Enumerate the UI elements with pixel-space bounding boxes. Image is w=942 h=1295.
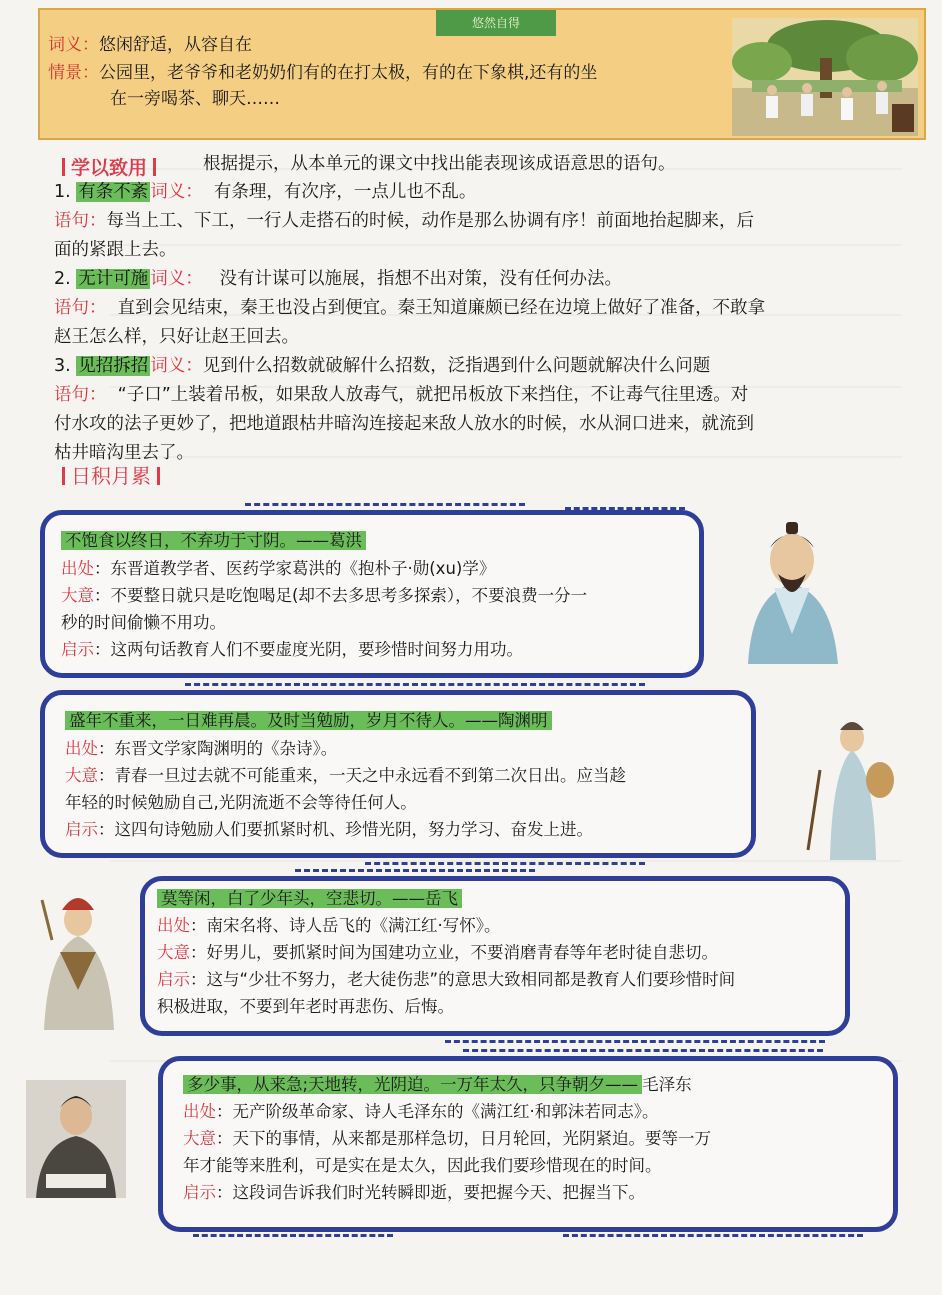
scene-text-1: 公园里，老爷爷和老奶奶们有的在打太极，有的在下象棋,还有的坐 — [99, 63, 598, 83]
card-4-insight: ：这段词告诉我们时光转瞬即逝，要把握今天、把握当下。 — [216, 1183, 645, 1202]
card-2-source-label: 出处 — [65, 739, 98, 758]
card-3-insight-line — [157, 966, 735, 993]
yue-fei-figure — [26, 880, 132, 1030]
card-2-insight-line — [65, 816, 593, 843]
park-taichi-illustration — [732, 18, 918, 136]
item-3-num: 3. — [54, 356, 71, 376]
card-1-source: ：东晋道教学者、医药学家葛洪的《抱朴子·勋(xu)学》 — [94, 559, 496, 578]
card-2-quote: 盛年不重来，一日难再晨。及时当勉励，岁月不待人。——陶渊明 — [65, 711, 552, 730]
card-3-insight-2: 积极进取，不要到年老时再悲伤、后悔。 — [157, 997, 454, 1016]
section-title-xueyi: 学以致用 — [71, 157, 148, 179]
card-1-insight-label: 启示 — [61, 640, 94, 659]
card-1-insight: ：这两句话教育人们不要虚度光阴，要珍惜时间努力用功。 — [94, 640, 523, 659]
card-1-meaning-2: 秒的时间偷懒不用功。 — [61, 613, 226, 632]
item-2-sentence-1: 直到会见结束，秦王也没占到便宜。秦王知道廉颇已经在边境上做好了准备，不敢拿 — [117, 298, 766, 318]
item-2-meaning-label: 词义： — [150, 269, 203, 289]
xueyi-intro: 根据提示，从本单元的课文中找出能表现该成语意思的语句。 — [203, 154, 676, 174]
quote-card-2 — [40, 690, 756, 858]
card-4-insight-line — [183, 1179, 645, 1206]
card-4-source: ：无产阶级革命家、诗人毛泽东的《满江红·和郭沫若同志》。 — [216, 1102, 659, 1121]
card-3-meaning-line — [157, 939, 718, 966]
item-3-sentence-3: 枯井暗沟里去了。 — [54, 443, 194, 463]
section-header-riji — [56, 460, 166, 489]
item-1-num: 1. — [54, 182, 71, 202]
card-4-meaning-line — [183, 1125, 711, 1152]
banner-scene-2: 在一旁喝茶、聊天…… — [110, 89, 280, 109]
item-1-sentence-1: 每当上工、下工，一行人走搭石的时候，动作是那么协调有序！前面地抬起脚来，后 — [106, 211, 754, 231]
card-3-meaning-label: 大意 — [157, 943, 190, 962]
card-4-author: 毛泽东 — [642, 1075, 692, 1094]
item-1-meaning: 有条理，有次序，一点儿也不乱。 — [213, 182, 477, 202]
card-2-source: ：东晋文学家陶渊明的《杂诗》。 — [98, 739, 338, 758]
section-header-xueyi — [56, 153, 162, 180]
card-4-source-label: 出处 — [183, 1102, 216, 1121]
item-3-idiom: 见招拆招 — [78, 356, 149, 376]
item-1-idiom: 有条不紊 — [78, 182, 149, 202]
idiom-banner — [38, 8, 926, 140]
section-title-riji: 日积月累 — [71, 464, 151, 488]
meaning-label: 词义： — [48, 35, 99, 55]
item-2-meaning: 没有计谋可以施展，指想不出对策，没有任何办法。 — [219, 269, 622, 289]
card-4-meaning-label: 大意 — [183, 1129, 216, 1148]
banner-title: 悠然自得 — [436, 10, 556, 36]
meaning-text: 悠闲舒适，从容自在 — [99, 35, 252, 55]
mao-zedong-portrait — [26, 1080, 126, 1198]
item-1-sentence-2: 面的紧跟上去。 — [54, 240, 177, 260]
card-2-meaning-label: 大意 — [65, 766, 98, 785]
item-1-meaning-label: 词义： — [150, 182, 203, 202]
item-2-idiom: 无计可施 — [78, 269, 149, 289]
card-3-quote: 莫等闲，白了少年头，空悲切。——岳飞 — [157, 889, 462, 908]
item-3-meaning-line — [54, 352, 894, 381]
card-4-head — [183, 1071, 692, 1098]
card-4-quote: 多少事，从来急;天地转，光阴迫。一万年太久，只争朝夕—— — [183, 1075, 642, 1094]
item-3-meaning: 见到什么招数就破解什么招数，泛指遇到什么问题就解决什么问题 — [202, 356, 711, 376]
card-3-meaning-1: ：好男儿，要抓紧时间为国建功立业，不要消磨青春等年老时徒自悲切。 — [190, 943, 718, 962]
item-1-sentence-line-1 — [54, 207, 894, 236]
item-2-num: 2. — [54, 269, 71, 289]
card-2-meaning-1: ：青春一旦过去就不可能重来，一天之中永远看不到第二次日出。应当趁 — [98, 766, 626, 785]
card-1-meaning-line — [61, 582, 587, 609]
card-4-source-line — [183, 1098, 659, 1125]
item-3-sentence-1: “子口”上装着吊板，如果敌人放毒气，就把吊板放下来挡住，不让毒气往里透。对 — [117, 385, 749, 405]
banner-scene — [48, 60, 597, 86]
item-2-sentence-line-1 — [54, 294, 894, 323]
card-3-source-label: 出处 — [157, 916, 190, 935]
quote-card-3 — [140, 876, 850, 1036]
quote-card-1 — [40, 510, 704, 678]
card-1-insight-line — [61, 636, 523, 663]
banner-meaning — [48, 32, 252, 58]
card-1-source-label: 出处 — [61, 559, 94, 578]
item-3-meaning-label: 词义： — [150, 356, 203, 376]
card-2-insight-label: 启示 — [65, 820, 98, 839]
card-2-insight: ：这四句诗勉励人们要抓紧时机、珍惜光阴，努力学习、奋发上进。 — [98, 820, 593, 839]
card-4-insight-label: 启示 — [183, 1183, 216, 1202]
item-3-sentence-label: 语句： — [54, 385, 107, 405]
item-2-sentence-2: 赵王怎么样，只好让赵王回去。 — [54, 327, 299, 347]
item-3-sentence-line-1 — [54, 381, 894, 410]
card-1-head — [61, 527, 366, 554]
card-3-head — [157, 885, 462, 912]
card-1-source-line — [61, 555, 495, 582]
card-1-quote: 不饱食以终日，不弃功于寸阴。——葛洪 — [61, 531, 366, 550]
card-2-meaning-2: 年轻的时候勉励自己,光阴流逝不会等待任何人。 — [65, 793, 417, 812]
item-2-sentence-label: 语句： — [54, 298, 107, 318]
item-1-sentence-label: 语句： — [54, 211, 107, 231]
card-4-meaning-1: ：天下的事情，从来都是那样急切，日月轮回，光阴紧迫。要等一万 — [216, 1129, 711, 1148]
ge-hong-portrait — [728, 514, 856, 664]
card-2-head — [65, 707, 552, 734]
tao-yuanming-figure — [800, 700, 900, 860]
card-3-source: ：南宋名将、诗人岳飞的《满江红·写怀》。 — [190, 916, 501, 935]
card-2-source-line — [65, 735, 337, 762]
card-3-insight: ：这与“少壮不努力，老大徒伤悲”的意思大致相同都是教育人们要珍惜时间 — [190, 970, 736, 989]
item-1-meaning-line — [54, 178, 894, 207]
card-4-meaning-2: 年才能等来胜利，可是实在是太久，因此我们要珍惜现在的时间。 — [183, 1156, 662, 1175]
card-3-insight-label: 启示 — [157, 970, 190, 989]
scene-label: 情景： — [48, 63, 99, 83]
card-3-source-line — [157, 912, 501, 939]
card-2-meaning-line — [65, 762, 626, 789]
card-1-meaning-1: ：不要整日就只是吃饱喝足(却不去多思考多探索），不要浪费一分一 — [94, 586, 588, 605]
item-3-sentence-2: 付水攻的法子更妙了，把地道跟枯井暗沟连接起来敌人放水的时候，水从洞口进来，就流到 — [54, 414, 754, 434]
item-2-meaning-line — [54, 265, 894, 294]
quote-card-4 — [158, 1056, 898, 1232]
card-1-meaning-label: 大意 — [61, 586, 94, 605]
